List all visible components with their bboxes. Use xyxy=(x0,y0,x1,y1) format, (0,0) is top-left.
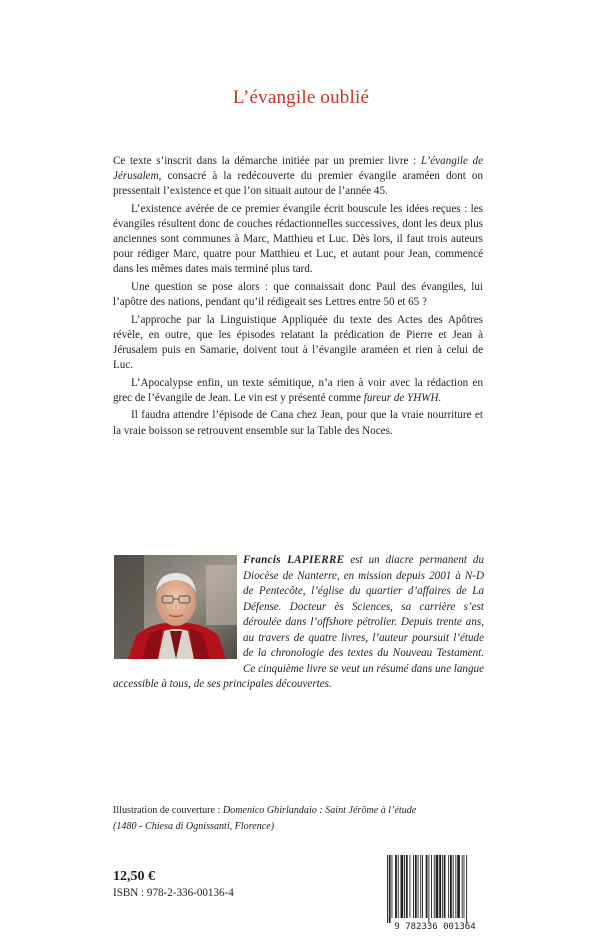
barcode-bar xyxy=(466,855,467,923)
paragraph-1 xyxy=(113,154,483,199)
photo-spacer xyxy=(113,553,243,677)
barcode-bar xyxy=(406,855,408,918)
isbn: ISBN : 978-2-336-00136-4 xyxy=(113,887,234,899)
paragraph-1-start: Ce texte s’inscrit dans la démarche initiée par un premier livre : xyxy=(113,155,421,167)
paragraph-1-book-title: L’évangile de Jérusalem xyxy=(113,155,483,183)
barcode-bar xyxy=(453,855,454,918)
author-bio xyxy=(113,553,484,693)
barcode-bar xyxy=(450,855,452,918)
barcode-bar xyxy=(431,855,432,918)
barcode-bar xyxy=(422,855,423,918)
barcode-bar xyxy=(436,855,439,918)
book-title: L’évangile oublié xyxy=(232,87,370,108)
back-cover-summary xyxy=(113,154,483,441)
price: 12,50 € xyxy=(113,869,155,884)
barcode-bar xyxy=(442,855,443,918)
barcode xyxy=(379,853,491,932)
barcode-bar xyxy=(455,855,456,918)
barcode-bar xyxy=(389,855,391,923)
paragraph-4: L’approche par la Linguistique Appliquée du texte des Actes des Apôtres révèle, en outre, que les épisodes relatant la prédication de Pierre et Jean à Jérusalem puis en Samarie, doivent tout à l’évangile araméen et rien à celui de Luc. xyxy=(113,313,483,371)
paragraph-3: Une question se pose alors : que connaissait donc Paul des évangiles, lui l’apôtre des nations, pendant qu’il rédigeait ses Lettres entre 50 et 65 ? xyxy=(113,280,483,309)
barcode-bar xyxy=(410,855,411,918)
barcode-bar xyxy=(426,855,428,918)
paragraph-5-start: L’Apocalypse enfin, un texte sémitique, n’a rien à voir avec la rédaction en grec de l’évangile de Jean. Le vin est y présenté comme xyxy=(113,376,483,404)
barcode-bar xyxy=(401,855,404,918)
barcode-bar xyxy=(418,855,419,918)
barcode-bar xyxy=(439,855,441,918)
barcode-bar xyxy=(413,855,414,918)
barcode-bar xyxy=(448,855,449,918)
credit-artwork: Domenico Ghirlandaio : Saint Jérôme à l’étude xyxy=(222,805,417,816)
paragraph-6: Il faudra attendre l’épisode de Cana chez Jean, pour que la vraie nourriture et la vraie boisson se retrouvent ensemble sur la Table des Noces. xyxy=(113,409,483,437)
paragraph-1-end: , consacré à la redécouverte du premier évangile araméen dont on pressentait l’existence et que l’on situait autour de l’année 45. xyxy=(113,170,483,198)
barcode-bar xyxy=(428,855,429,923)
credit-location: (1480 - Chiesa di Ognissanti, Florence) xyxy=(113,821,275,833)
cover-illustration-credit xyxy=(113,803,493,836)
barcode-bar xyxy=(462,855,463,918)
barcode-bar xyxy=(420,855,421,918)
barcode-bar xyxy=(387,855,388,923)
barcode-bar xyxy=(398,855,399,918)
author-bio-text: est un diacre permanent du Diocèse de Nanterre, en mission depuis 2001 à N-D de Pentecôte, l’église du quartier d’affaires de La Défense. Docteur ès Sciences, sa carrière s’est déroulée dans l’offshore pétrolier. Depuis trente ans, au travers de quatre livres, l’auteur poursuit l’étude de la chronologie des textes du Nouveau Testament. Ce cinquième livre se veut un résumé dans une langue accessible à tous, de ses principales découvertes. xyxy=(113,554,484,690)
barcode-bar xyxy=(404,855,405,918)
barcode-bar xyxy=(464,855,465,918)
paragraph-5 xyxy=(113,376,483,406)
author-name: Francis LAPIERRE xyxy=(243,554,345,566)
barcode-bar xyxy=(434,855,435,918)
barcode-digits: 9 782336 001364 xyxy=(394,922,476,932)
paragraph-5-italic: fureur de YHWH. xyxy=(363,391,442,404)
paragraph-2: L’existence avérée de ce premier évangile écrit bouscule les idées reçues : les évangiles résultent donc de couches rédactionnelles successives, dont les deux plus anciennes sont communes à Marc, Matthieu et Luc. Dès lors, il faut trois auteurs pour rédiger Marc, quatre pour Matthieu et Luc, et autant pour Jean, commencé dans les mêmes dates mais terminé plus tard. xyxy=(113,202,483,276)
barcode-bar xyxy=(395,855,397,918)
barcode-bar xyxy=(444,855,446,918)
barcode-bar xyxy=(457,855,460,918)
credit-label: Illustration de couverture : xyxy=(113,805,223,816)
barcode-icon xyxy=(379,853,491,932)
barcode-bar xyxy=(415,855,417,918)
barcode-bar xyxy=(392,855,393,918)
